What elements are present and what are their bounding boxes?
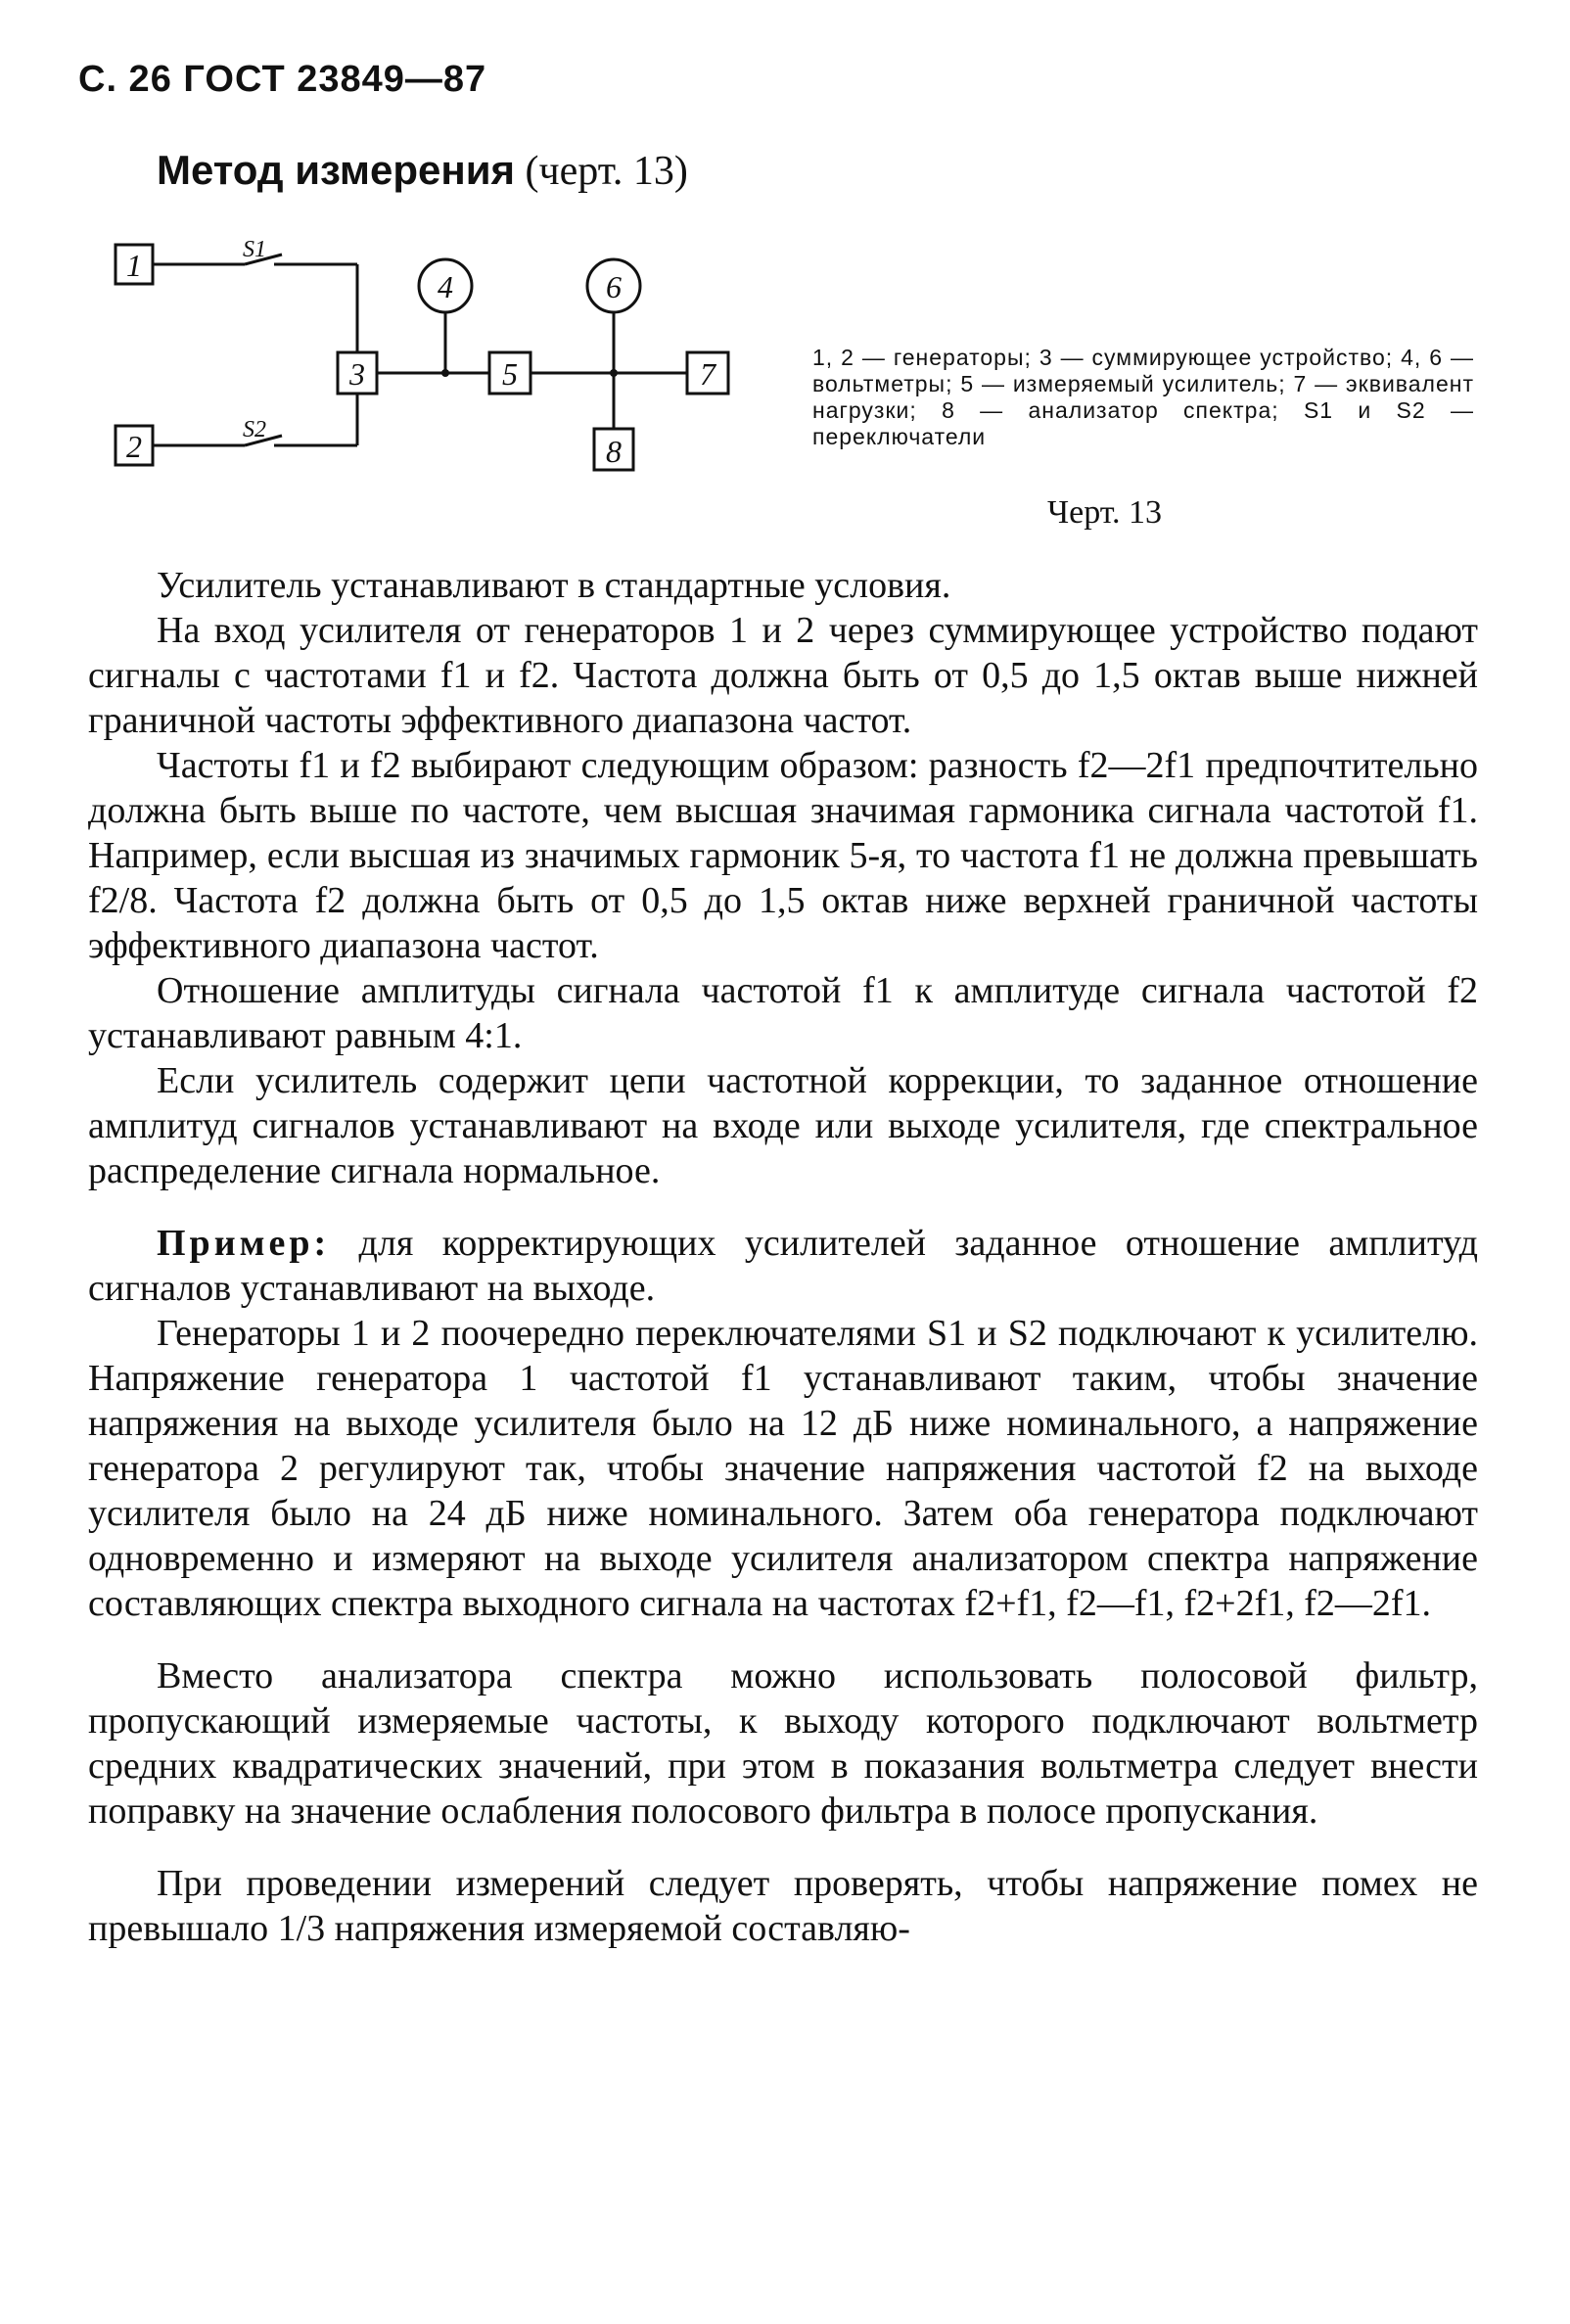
diagram-legend: 1, 2 — генераторы; 3 — суммирующее устройство; 4, 6 — вольтметры; 5 — измеряемый усилитель; 7 — эквивалент нагрузки; 8 — анализатор спектра; S1 и S2 — переключатели xyxy=(812,345,1474,449)
paragraph: Усилитель устанавливают в стандартные условия. xyxy=(157,565,951,606)
block-2-label: 2 xyxy=(126,429,142,464)
method-title-ref: (черт. 13) xyxy=(525,149,688,194)
block-3-label: 3 xyxy=(349,356,365,392)
figure-caption: Черт. 13 xyxy=(1047,494,1163,531)
body-text xyxy=(88,563,1478,1951)
switch-s1-label: S1 xyxy=(243,237,266,262)
paragraph: Вместо анализатора спектра можно использовать полосовой фильтр, пропускающий измеряемые частоты, к выходу которого подключают вольтметр средних квадратических значений, при этом в показания вольтметра следует внести поправку на значение ослабления полосового фильтра в полосе пропускания. xyxy=(88,1655,1478,1832)
block-4-label: 4 xyxy=(438,269,453,304)
paragraph: Генераторы 1 и 2 поочередно переключателями S1 и S2 подключают к усилителю. Напряжение генератора 1 частотой f1 устанавливают таким, чтобы значение напряжения на выходе усилителя было на 12 дБ ниже номинального, а напряжение генератора 2 регулируют так, чтобы значение напряжения частотой f2 на выходе усилителя было на 24 дБ ниже номинального. Затем оба генератора подключают одновременно и измеряют на выходе усилителя анализатором спектра напряжение составляющих спектра выходного сигнала на частотах f2+f1, f2—f1, f2+2f1, f2—2f1. xyxy=(88,1313,1478,1624)
method-title xyxy=(157,147,688,195)
method-title-bold: Метод измерения xyxy=(157,147,516,193)
block-5-label: 5 xyxy=(502,356,518,392)
paragraph: Отношение амплитуды сигнала частотой f1 к амплитуде сигнала частотой f2 устанавливают равным 4:1. xyxy=(88,970,1478,1056)
paragraph: На вход усилителя от генераторов 1 и 2 через суммирующее устройство подают сигналы с частотами f1 и f2. Частота должна быть от 0,5 до 1,5 октав выше нижней граничной частоты эффективного диапазона частот. xyxy=(88,610,1478,741)
block-7-label: 7 xyxy=(700,356,716,392)
block-1-label: 1 xyxy=(126,248,142,283)
block-8-label: 8 xyxy=(606,434,622,469)
switch-s2-label: S2 xyxy=(243,417,266,442)
paragraph: Если усилитель содержит цепи частотной коррекции, то заданное отношение амплитуд сигналов устанавливают на входе или выходе усилителя, где спектральное распределение сигнала нормальное. xyxy=(88,1060,1478,1191)
example-paragraph xyxy=(88,1221,1478,1311)
example-text: для корректирующих усилителей заданное отношение амплитуд сигналов устанавливают на выходе. xyxy=(88,1223,1478,1309)
example-label: Пример: xyxy=(157,1223,331,1264)
paragraph: Частоты f1 и f2 выбирают следующим образом: разность f2—2f1 предпочтительно должна быть выше по частоте, чем высшая значимая гармоника сигнала частотой f1. Например, если высшая из значимых гармоник 5-я, то частота f1 не должна превышать f2/8. Частота f2 должна быть от 0,5 до 1,5 октав ниже верхней граничной частоты эффективного диапазона частот. xyxy=(88,745,1478,966)
paragraph: При проведении измерений следует проверять, чтобы напряжение помех не превышало 1/3 напряжения измеряемой составляю- xyxy=(88,1863,1478,1949)
block-diagram xyxy=(108,235,754,529)
block-6-label: 6 xyxy=(606,269,622,304)
page-header: С. 26 ГОСТ 23849—87 xyxy=(78,59,487,100)
